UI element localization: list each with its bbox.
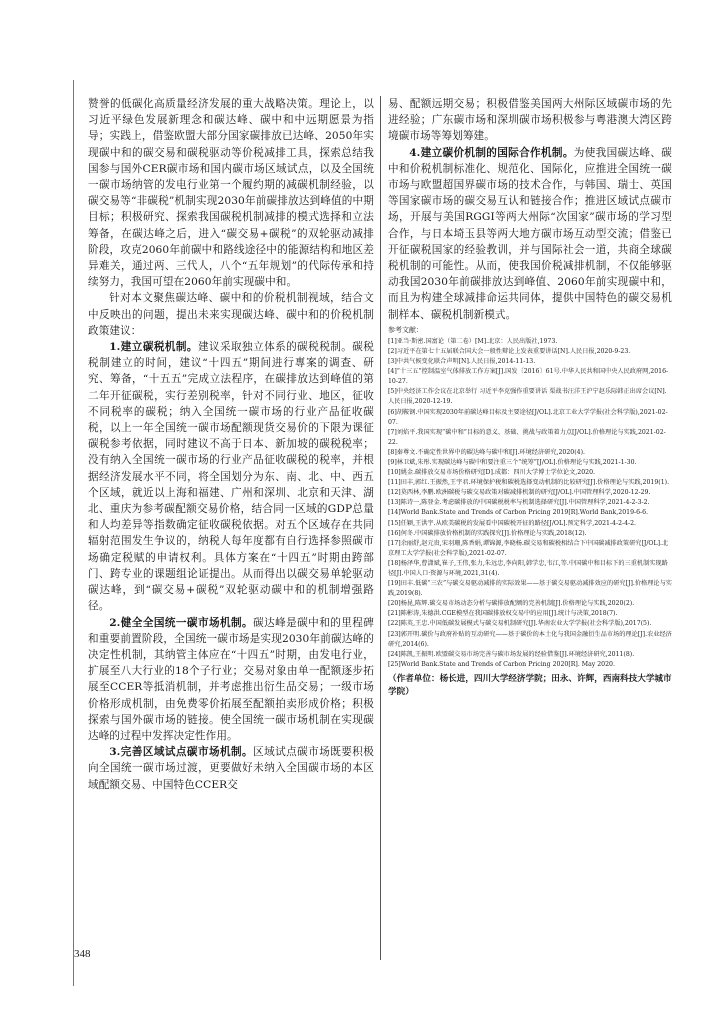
reference-item: [1]亚当·斯密.国富论（第二卷）[M].北京：人民出版社,1973. xyxy=(388,337,558,345)
paragraph-body: 建议采取独立体系的碳税税制。碳税税制建立的时间，建议“十四五”期间进行專案的调查、研究、筹备，“十五五”完成立法程序，在碳排放达到峰值的第二年开征碳税，实行差别税率，针对不同行业、地区，征收不同税率的碳税；纳入全国统一碳市场的行业产品征收碳税，以上一年全国统一碳市场配额现货交易价的下限为课征碳税参考依据，同时建议不高于日本、新加坡的碳税税率；没有纳入全国统一碳市场的行业产品征收碳税的税率，并根据经济发展水平不同，将全国划分为东、南、北、中、西五个区域，就近以上海和福建、广州和深圳、北京和天津、湖北、重庆为参考碳配额交易价格，结合同一区域的GDP总量和人均差异等指数确定征收碳税依据。对五个区域存在共同辐射范围发生争议的，纳税人每年度都有自行选择参照碳市场确定税赋的申请权利。具体方案在“十四五”时期由跨部门、跨专业的课题组论证提出。从而得出以碳交易单轮驱动碳达峰，到“碳交易+碳税”双轮驱动碳中和的机制增强路径。 xyxy=(88,341,374,613)
left-margin-rule xyxy=(73,80,74,986)
reference-item: [24]陈凯,王振明.欧盟碳交易市场完善与碳市场发展的经验借鉴[J].环境经济研究,2011(8). xyxy=(388,650,635,658)
references-list xyxy=(388,337,672,670)
reference-item: [13]陈诗一,陈登金.考虑碳排放的中国碳税税率与机制选择研究[J].中国管理科学,2021-4-2-3-2. xyxy=(388,499,650,507)
reference-item: [16]何冬.中国碳排放价格机制的实践探究[J].价格理论与实践,2018(12). xyxy=(388,529,587,537)
author-affiliation: （作者单位：杨长进，四川大学经济学院；田永、许辉，西南科技大学城市学院） xyxy=(388,673,672,697)
column-divider xyxy=(380,96,381,960)
reference-item: [12]莫西林,李鹏.欧洲碳税与碳交易政策对碳减排机制的研究[J/OL].中国管理科学,2020-12-29. xyxy=(388,489,651,497)
reference-item: [15]任颖,王洪宇.从欧美碳税的发展看中国碳税开征的路径[J/OL].预定科学,2021-4-2-4-2. xyxy=(388,519,637,527)
reference-item: [17]余丽舒,赵元贵,宋羽珊,陈香娟,谭锦源,李晓杨.碳交易和碳税相结合下中国碳减排政策研究[J/OL].北京理工大学学报(社会科学版),2021-02-07. xyxy=(388,539,669,557)
reference-item: [22]陈英,王忠.中国低碳发展模式与碳交易机制研究[J].华南农业大学学报(社会科学版),2017(5). xyxy=(388,620,652,628)
paragraph xyxy=(88,615,374,745)
reference-item: [19]田丰.低碳“三农”与碳交易驱动减排的实际效果——基于碳交易驱动减排效应的研究[J].价格理论与实践,2019(8). xyxy=(388,580,672,598)
reference-item: [21]陈彬涛,朱德洪.CGE模型在我国碳排放权交易中的应用[J].统计与决策,2018(7). xyxy=(388,610,618,618)
section-heading: 2.健全全国统一碳市场机制。 xyxy=(109,616,254,629)
section-heading: 4.建立碳价机制的国际合作机制。 xyxy=(409,146,574,159)
reference-item: [11]田丰,郭红.王振然,王宇君.环境保护税和碳税选择变动机制的比较研究[J].价格理论与实践,2019(1). xyxy=(388,479,670,487)
reference-item: [10]姚金.碳排放交易市场价格研究[D].成都：四川大学博士学位论文,2020. xyxy=(388,469,595,477)
reference-item: [5]中央经济工作会议在北京举行 习近平李克强作重要讲话 栗战书汪洋王沪宁赵乐际韩正出席会议[N].人民日报,2020-12-19. xyxy=(388,388,667,406)
reference-item: [20]杨昆,陈辉.碳交易市场动态分析与碳排放配额的完善机制[J].价格理论与实践,2020(2). xyxy=(388,600,635,608)
reference-item: [18]杨泽华,曹潇斌,崔子,王伟,张力,朱远忠,李向阳,韩学忠,韦江,等.中国碳中和目标下的三重机制实现路径[J].中国人口·资源与环境,2021,31(4). xyxy=(388,559,668,577)
paragraph: 易、配额远期交易；积极借鉴美国两大州际区域碳市场的先进经验；广东碳市场和深圳碳市场积极参与粤港澳大湾区跨境碳市场等筹划筹建。 xyxy=(388,98,672,143)
reference-item: [2]习近平在第七十五届联合国大会一般性辩论上发表重要讲话[N].人民日报,2020-9-23. xyxy=(388,347,631,355)
reference-item: [3]中共气候变化联合声明[N].人民日报,2014-11-13. xyxy=(388,358,536,366)
paragraph-body: 区域试点碳市场既要积极向全国统一碳市场过渡，更要做好未纳入全国碳市场的本区域配额交易、中国特色CCER交 xyxy=(88,746,374,791)
paragraph-body: 碳达峰是碳中和的里程碑和重要前置阶段，全国统一碳市场是实现2030年前碳达峰的决定性机制，其纳管主体应在“十四五”时期，由发电行业，扩展至八大行业的18个子行业；交易对象由单一配额逐步拓展至CCER等抵消机制，并考虑推出衍生品交易；一级市场价格形成机制，由免费零价拓展至配额拍卖形成价格；积极探索与国外碳市场的链接。使全国统一碳市场机制在实现碳达峰的过程中发挥决定性作用。 xyxy=(88,616,374,742)
reference-item: [7]刘焰平.我国实现“碳中和”目标的意义、基础、挑战与政策着力点[J/OL].价格理论与实践,2021-02-22. xyxy=(388,428,666,446)
reference-item: [9]林卫斌,朱彤.实现碳达峰与碳中和要注重三个“统筹”[J/OL].价格理论与实践,2021-1-30. xyxy=(388,458,637,466)
reference-item: [8]秦尊文.不确定性世界中的碳达峰与碳中和[J].环境经济研究,2020(4). xyxy=(388,448,585,456)
reference-item: [14]World Bank.State and Trends of Carbon Pricing 2019[R].World Bank,2019-6-6. xyxy=(388,509,649,517)
references-title: 参考文献： xyxy=(388,325,423,334)
paragraph xyxy=(88,744,374,793)
page-number: 348 xyxy=(74,948,91,960)
reference-item: [25]World Bank.State and Trends of Carbon Pricing 2020[R]. May 2020. xyxy=(388,660,615,668)
paragraph: 赞誉的低碳化高质量经济发展的重大战略决策。理论上，以习近平绿色发展新理念和碳达峰、碳中和中远期愿景为指导；实践上，借鉴欧盟大部分国家碳排放已达峰、2050年实现碳中和的碳交易和碳税驱动等价税减排工具，探索总结我国参与国外CER碳市场和国内碳市场区域试点，以及全国统一碳市场纳管的发电行业第一个履约期的减碳机制经验，以碳交易等“非碳税”机制实现2030年前碳排放达到峰值的中期目标；积极研究、探索我国碳税机制减排的模式选择和立法筹备，在碳达峰之后，进入“碳交易+碳税”的双轮驱动减排阶段，攻克2060年前碳中和路线途径中的能源结构和地区差异难关，通过两、三代人，八个“五年规划”的代际传承和持续努力，我国可望在2060年前实现碳中和。 xyxy=(88,98,374,289)
reference-item: [4]“十三五”控制温室气体排放工作方案[J].国发〔2016〕61号.中华人民共和国中央人民政府网,2016-10-27. xyxy=(388,368,669,386)
left-column xyxy=(88,96,374,793)
right-column xyxy=(388,96,672,699)
reference-item: [23]郭开明.碳价与政府补贴的互动研究——基于碳价的本土化与我国金融衍生品市场的理论[J].农业经济研究,2014(6). xyxy=(388,630,672,648)
paragraph-body: 为使我国碳达峰、碳中和价税机制标准化、规范化、国际化，应推进全国统一碳市场与欧盟超国界碳市场的技术合作，与韩国、瑞士、英国等国家碳市场的碳交易互认和链接合作；推进区域试点碳市场，开展与美国RGGI等两大州际“次国家”碳市场的学习型合作，与日本埼玉县等两大地方碳市场互动型交流；借鉴已开征碳税国家的经验教训，并与国际社会一道，共商全球碳税机制的可能性。从而，使我国价税减排机制，不仅能够驱动我国2030年前碳排放达到峰值、2060年前实现碳中和，而且为构建全球减排命运共同体，提供中国特色的碳交易机制样本、碳税机制新模式。 xyxy=(388,146,672,321)
reference-item: [6]胡鞍钢.中国实现2030年前碳达峰目标及主要途径[J/OL].北京工业大学学报(社会科学版),2021-02-07. xyxy=(388,408,668,426)
section-heading: 3.完善区域试点碳市场机制。 xyxy=(109,746,254,759)
paragraph: 针对本文聚焦碳达峰、碳中和的价税机制视域，结合文中反映出的问题，提出未来实现碳达峰、碳中和的价税机制政策建议： xyxy=(88,292,374,337)
paragraph xyxy=(388,145,672,323)
section-heading: 1.建立碳税机制。 xyxy=(109,341,198,354)
paragraph xyxy=(88,339,374,614)
